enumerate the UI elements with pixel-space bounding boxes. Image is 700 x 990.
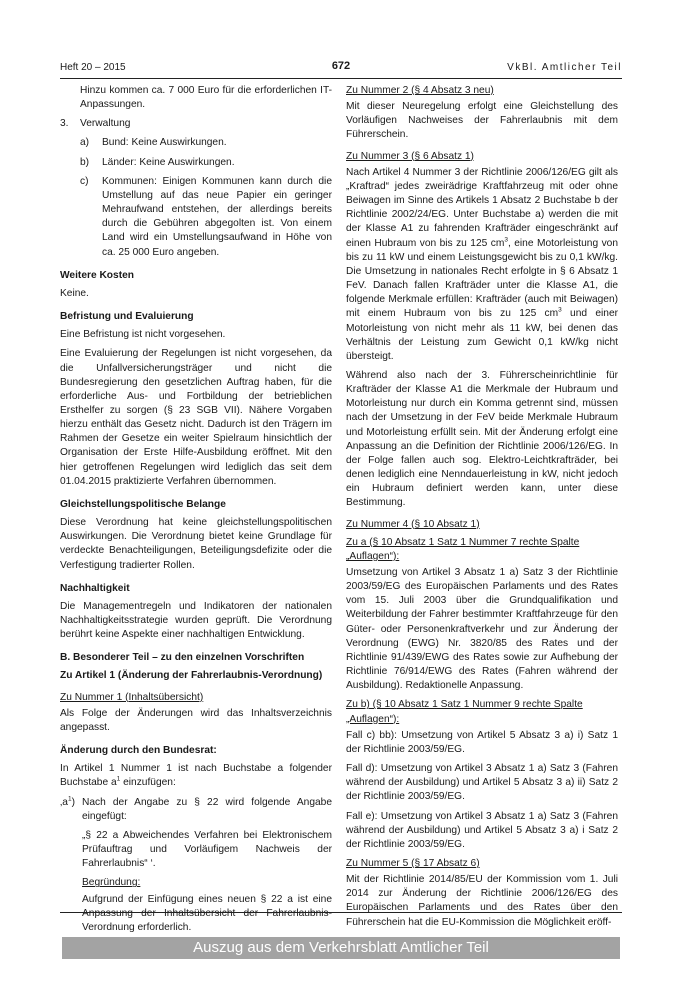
amendment-label [60,796,75,810]
heading-befristung: Befristung und Evaluierung [60,311,194,323]
page-number: 672 [331,60,351,72]
heading-artikel-1: Zu Artikel 1 (Änderung der Fahrerlaubnis-Verordnung) [60,670,323,682]
heading-gleichstellung: Gleichstellungspolitische Belange [60,498,226,510]
amendment-quote: „§ 22 a Abweichendes Verfahren bei Elektronischem Prüfauftrag und Vorläufigem Nachweis der Fahrerlaubnis“ ‘. [82,829,332,870]
heading-nummer-1: Zu Nummer 1 (Inhaltsübersicht) [60,691,204,703]
list-item-verwaltung [60,117,332,131]
text-run: In Artikel 1 Nummer 1 ist nach Buchstabe a folgender Buchstabe a [60,763,332,789]
text-run: , eine Motorleistung von bis zu 11 kW und einem Leistungsgewicht bis zu 0,1 kW/kg. Die Umsetzung in nationales Recht erfolgte in § 6 Absatz 1 FeV. Danach fallen Krafträder unter die Klasse A1, die folgende Merkmale erfüllen: Krafträder (auch mit Beiwagen) mit einem Hubraum von bis zu 125 cm [346,237,619,320]
heading-begruendung: Begründung: [82,877,141,889]
paragraph: Fall d): Umsetzung von Artikel 3 Absatz 1 a) Satz 3 (Fahren während der Ausbildung) und Artikel 5 Absatz 3 a) ii) Satz 2 der Richtlinie 2003/59/EG. [346,763,618,803]
list-text: Bund: Keine Auswirkungen. [102,137,227,149]
list-text: Länder: Keine Auswirkungen. [102,156,235,168]
amendment-item [60,796,332,824]
text-run: ) [71,796,75,808]
paragraph: Die Managementregeln und Indikatoren der nationalen Nachhaltigkeitsstrategie wurden geprüft. Die Verordnung berührt keine Aspekte einer nachhaltigen Entwicklung. [60,600,332,641]
paragraph: Mit dieser Neuregelung erfolgt eine Gleichstellung des Vorläufigen Nachweises der Fahrerlaubnis mit dem Führerschein. [346,101,618,141]
text-run: ‚a [60,796,68,808]
heading-zu-a: Zu a (§ 10 Absatz 1 Satz 1 Nummer 7 rechte Spalte „Auflagen“): [346,536,580,562]
list-item-kommunen [60,175,332,260]
heading-nummer-2: Zu Nummer 2 (§ 4 Absatz 3 neu) [346,85,494,96]
page-header [60,60,622,76]
issue-label: Heft 20 – 2015 [60,62,126,73]
list-item-bund [60,136,332,150]
superscript: 3 [558,306,562,314]
paragraph: Fall e): Umsetzung von Artikel 3 Absatz 1 a) Satz 3 (Fahren während der Ausbildung) und Artikel 5 Absatz 3 a) i Satz 2 der Richtlinie 2003/59/EG. [346,810,618,850]
list-letter: b) [80,156,90,168]
heading-zu-b: Zu b) (§ 10 Absatz 1 Satz 1 Nummer 9 rechte Spalte „Auflagen“): [346,699,583,725]
list-text: Kommunen: Einigen Kommunen kann durch die Umstellung auf das neue Papier ein geringer Mehraufwand entstehen, der allerdings bereits durch die Gebühren abgegolten ist. Von einem Land wird ein Umstellungsaufwand in Höhe von ca. 25 000 Euro angeben. [102,175,332,258]
superscript: 1 [116,776,121,784]
text-run: und einer Motorleistung von nicht mehr als 11 kW, bei denen das Verhältnis der Leistung zum Gewicht 0,1 kW/kg nicht übersteigt. [346,308,619,362]
header-divider [60,78,622,79]
heading-nummer-4: Zu Nummer 4 (§ 10 Absatz 1) [346,518,480,530]
right-column [346,84,618,935]
paragraph: Eine Befristung ist nicht vorgesehen. [60,329,226,341]
heading-nummer-5: Zu Nummer 5 (§ 17 Absatz 6) [346,857,480,869]
amendment-text: Nach der Angabe zu § 22 wird folgende Angabe eingefügt: [82,796,332,822]
list-item-laender [60,156,332,170]
paragraph: Als Folge der Änderungen wird das Inhaltsverzeichnis angepasst. [60,707,332,733]
heading-bundesrat: Änderung durch den Bundesrat: [60,745,217,757]
heading-weitere-kosten: Weitere Kosten [60,269,134,281]
footer-divider [60,912,622,913]
list-text: Verwaltung [80,118,131,130]
text-run: Nach Artikel 4 Nummer 3 der Richtlinie 2006/126/EG gilt als „Kraftrad“ jedes zweirädrige Kraftfahrzeug mit oder ohne Beiwagen im Sinne des Artikels 1 Absatz 2 Buchstabe b der Richtlinie 2002/24/EG. Unter Buchstabe a) werden die mit der Klasse A1 zu fahrenden Krafträder eingeschränkt auf einen Hubraum von bis zu 125 cm [346,166,618,249]
superscript: 3 [504,236,508,244]
continued-text: Hinzu kommen ca. 7 000 Euro für die erforderlichen IT-Anpassungen. [80,85,332,111]
paragraph: Keine. [60,287,89,299]
paragraph: Mit der Richtlinie 2014/85/EU der Kommission vom 1. Juli 2014 zur Änderung der Richtlinie 2006/126/EG des Europäischen Parlaments und des Rates über den Führerschein hat die EU-Kommission die Möglichkeit eröff- [346,874,618,928]
paragraph: Während also nach der 3. Führerscheinrichtlinie für Krafträder der Klasse A1 die Merkmale der Hubraum und Motorleistung nur durch ein Komma getrennt sind, müssen nach der Umsetzung in der FeV beide Merkmale Hubraum und Motorleistung erfüllt sein. Mit der Änderung erfolgt eine Anpassung an die Definition der Richtlinie 2006/126/EG. In der Folge fallen auch sog. Elektro-Leichtkrafträder, bei denen lediglich eine Nenndauerleistung in kW, nicht jedoch ein Hubraum definiert werden kann, unter diese Bestimmung. [346,369,618,509]
heading-nummer-3: Zu Nummer 3 (§ 6 Absatz 1) [346,150,474,162]
footer-banner: Auszug aus dem Verkehrsblatt Amtlicher Teil [62,937,620,959]
paragraph: Diese Verordnung hat keine gleichstellungspolitischen Auswirkungen. Die Verordnung bietet keine Grundlage für verdeckte Benachteiligungen, Beteiligungsdefizite oder die Verfestigung tradierter Rollen. [60,517,332,571]
paragraph: Eine Evaluierung der Regelungen ist nicht vorgesehen, da die Unfallversicherungsträger und nicht die Bundesregierung den gesetzlichen Auftrag haben, für die erforderliche Aus- und Fortbildung der betrieblichen Ersthelfer zu sorgen (§ 23 SGB VII). Nähere Vorgaben hierzu enthält das Gesetz nicht. Dadurch ist den Trägern im Rahmen der Gesetze ein weiter Spielraum hinsichtlich der Organisation der Erste Hilfe-Ausbildung eröffnet. Mit den hier getroffenen Regelungen wird lediglich das seit dem 01.04.2015 praktizierte Verfahren übernommen. [60,348,332,487]
list-letter: c) [80,175,89,187]
paragraph: Aufgrund der Einfügung eines neuen § 22 a ist eine Anpassung der Inhaltsübersicht der Fahrerlaubnis-Verordnung erforderlich. [82,893,332,933]
paragraph [60,762,332,790]
heading-nachhaltigkeit: Nachhaltigkeit [60,582,130,594]
paragraph: Umsetzung von Artikel 3 Absatz 1 a) Satz 3 der Richtlinie 2003/59/EG des Europäischen Parlaments und des Rates vom 15. Juli 2003 über die Grundqualifikation und Weiterbildung der Fahrer bestimmter Kraftfahrzeuge für den Güter- oder Personenkraftverkehr und zur Änderung der Verordnung (EWG) Nr. 3820/85 des Rates und der Richtlinie 91/439/EWG des Rates sowie zur Aufhebung der Richtlinie 76/914/EWG des Rates (Fahren während der Ausbildung). Redaktionelle Anpassung. [346,567,618,692]
publication-name: VkBl. Amtlicher Teil [507,62,622,73]
paragraph: Fall c) bb): Umsetzung von Artikel 5 Absatz 3 a) i) Satz 1 der Richtlinie 2003/59/EG. [346,729,618,755]
text-run: einzufügen: [120,777,176,789]
superscript: 1 [67,795,72,803]
list-number: 3. [60,118,69,130]
paragraph [346,166,618,364]
list-letter: a) [80,137,90,149]
left-column [60,84,332,940]
heading-section-b: B. Besonderer Teil – zu den einzelnen Vorschriften [60,652,305,664]
